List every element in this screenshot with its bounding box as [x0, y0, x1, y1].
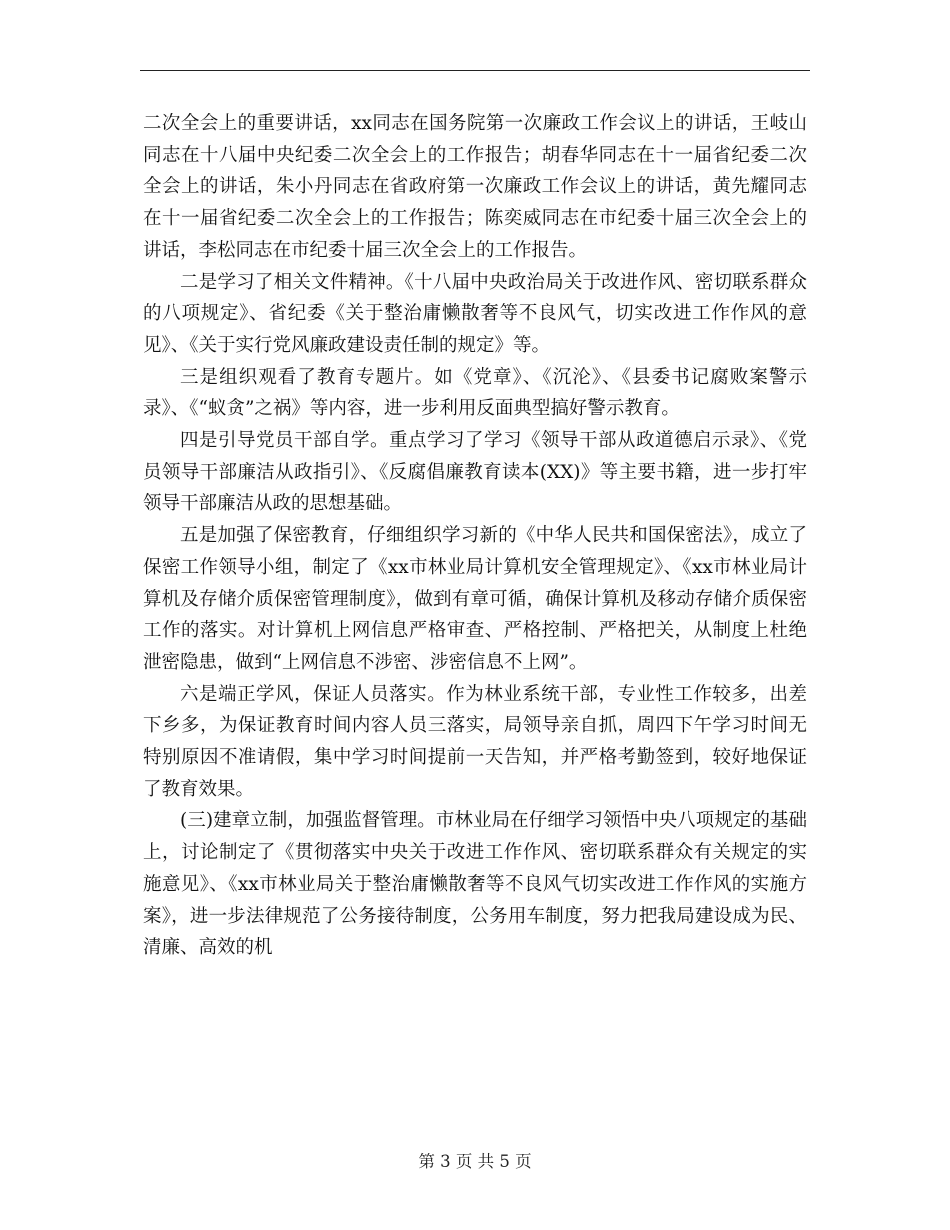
paragraph-documents-study: 二是学习了相关文件精神。《十八届中央政治局关于改进作风、密切联系群众的八项规定》、省纪委《关于整治庸懒散奢等不良风气，切实改进工作作风的意见》、《关于实行党风廉政建设责任制的规定》等。 — [143, 271, 807, 356]
document-body — [143, 108, 807, 964]
page-number-footer: 第 3 页 共 5 页 — [418, 1152, 532, 1171]
paragraph-education-films: 三是组织观看了教育专题片。如《党章》、《沉沦》、《县委书记腐败案警示录》、《“蚁贪”之祸》等内容，进一步利用反面典型搞好警示教育。 — [143, 366, 807, 420]
paragraph-study-style: 六是端正学风，保证人员落实。作为林业系统干部，专业性工作较多，出差下乡多，为保证教育时间内容人员三落实，局领导亲自抓，周四下午学习时间无特别原因不准请假，集中学习时间提前一天告知，并严格考勤签到，较好地保证了教育效果。 — [143, 683, 807, 800]
paragraph-rules-supervision: (三)建章立制，加强监督管理。市林业局在仔细学习领悟中央八项规定的基础上，讨论制定了《贯彻落实中央关于改进工作作风、密切联系群众有关规定的实施意见》、《xx市林业局关于整治庸懒散奢等不良风气切实改进工作作风的实施方案》，进一步法律规范了公务接待制度，公务用车制度，努力把我局建设成为民、清廉、高效的机 — [143, 810, 807, 959]
paragraph-continued-speeches: 二次全会上的重要讲话，xx同志在国务院第一次廉政工作会议上的讲话，王岐山同志在十八届中央纪委二次全会上的工作报告；胡春华同志在十一届省纪委二次全会上的讲话，朱小丹同志在省政府第一次廉政工作会议上的讲话，黄先耀同志在十一届省纪委二次全会上的工作报告；陈奕威同志在市纪委十届三次全会上的讲话，李松同志在市纪委十届三次全会上的工作报告。 — [143, 113, 807, 261]
paragraph-confidentiality-education: 五是加强了保密教育，仔细组织学习新的《中华人民共和国保密法》，成立了保密工作领导小组，制定了《xx市林业局计算机安全管理规定》、《xx市林业局计算机及存储介质保密管理制度》，做到有章可循，确保计算机及移动存储介质保密工作的落实。对计算机上网信息严格审查、严格控制、严格把关，从制度上杜绝泄密隐患，做到“上网信息不涉密、涉密信息不上网”。 — [143, 525, 807, 673]
header-rule — [140, 70, 810, 71]
paragraph-self-study: 四是引导党员干部自学。重点学习了学习《领导干部从政道德启示录》、《党员领导干部廉洁从政指引》、《反腐倡廉教育读本(XX)》等主要书籍，进一步打牢领导干部廉洁从政的思想基础。 — [143, 430, 807, 515]
